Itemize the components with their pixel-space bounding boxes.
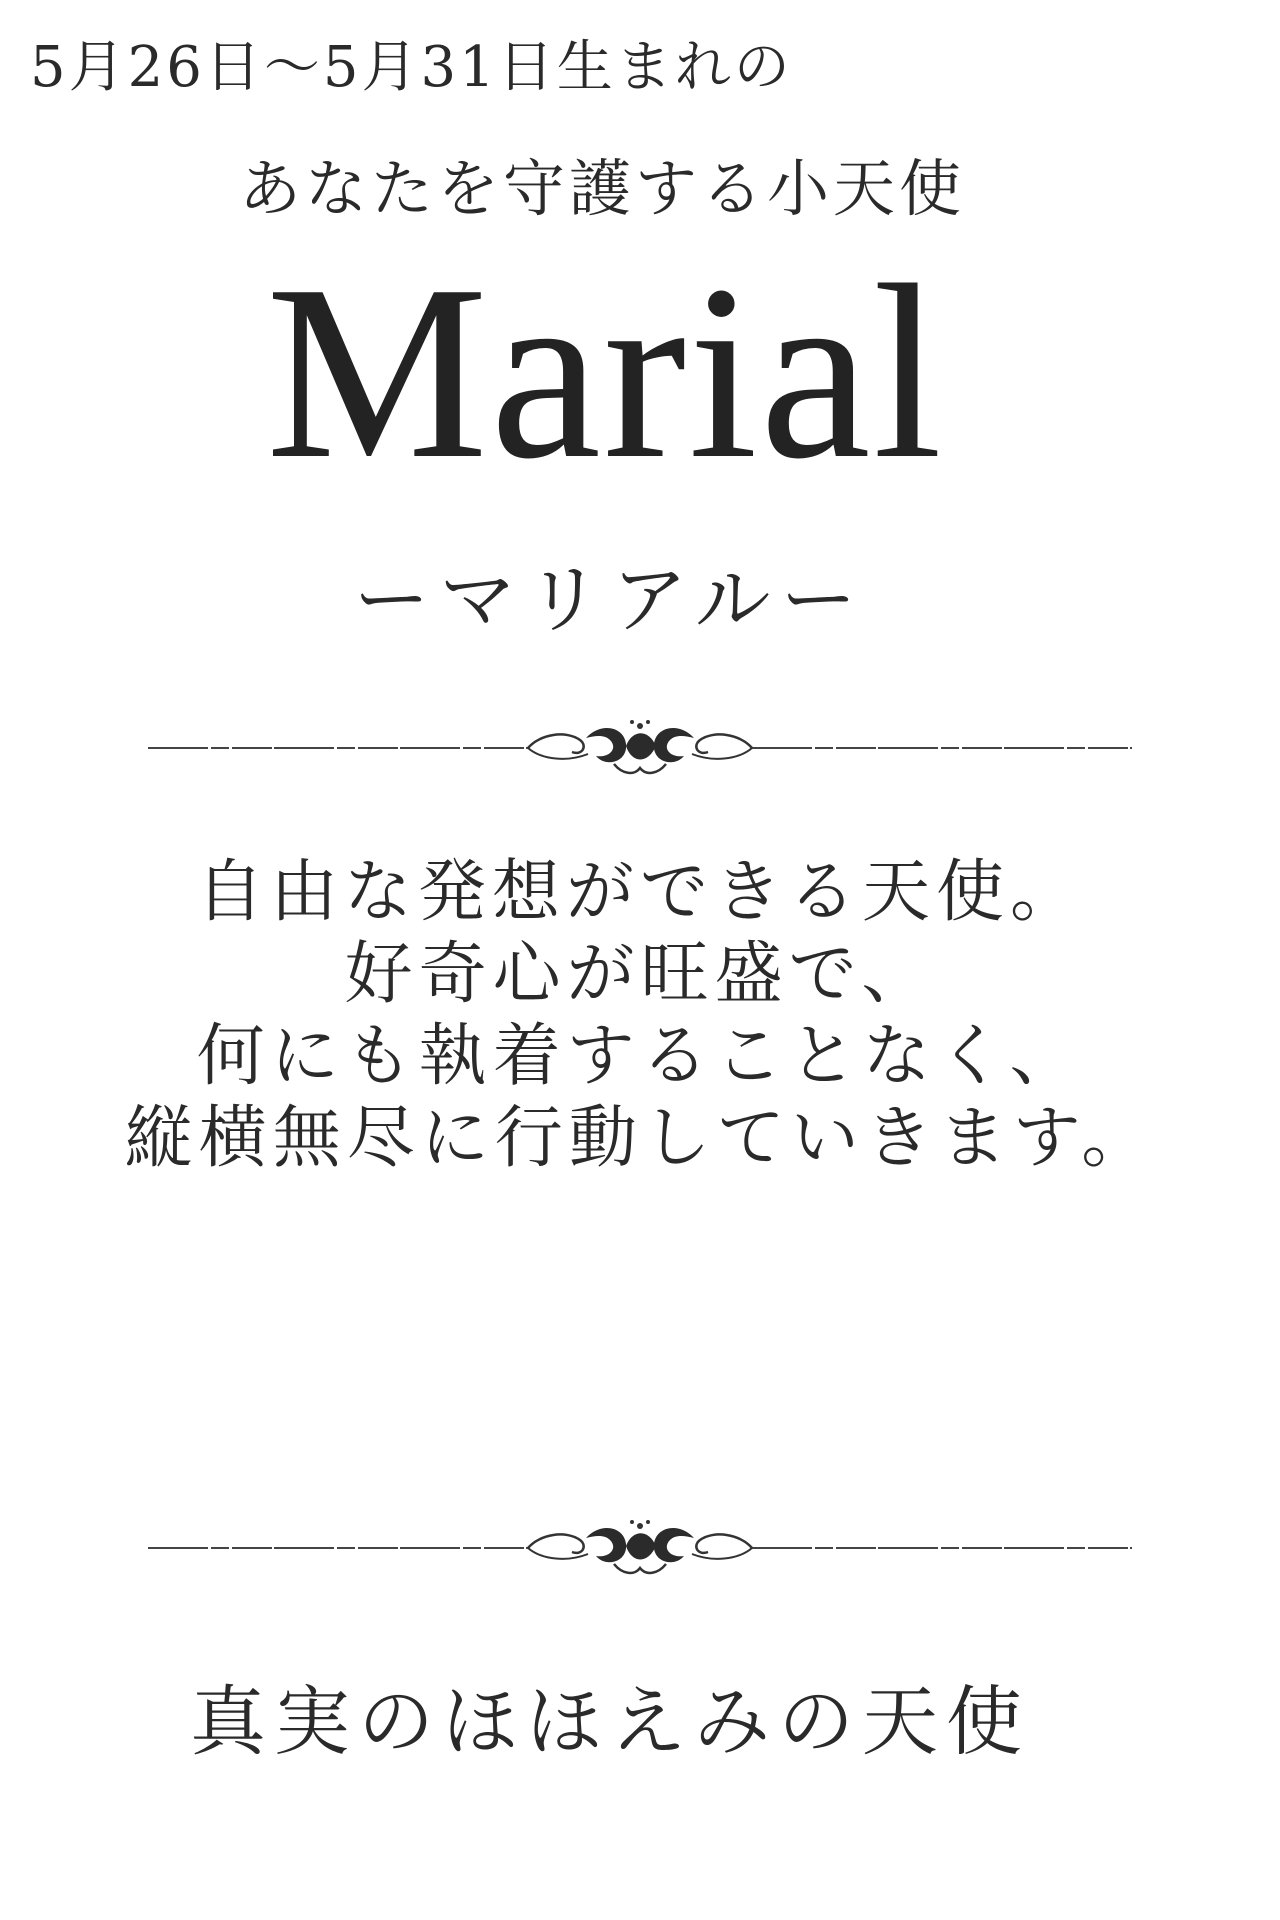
- description-line: 縦横無尽に行動していきます。: [124, 1099, 1156, 1178]
- angel-description: [0, 852, 1280, 1180]
- description-line: 好奇心が旺盛で、: [344, 935, 936, 1014]
- flourish-ornament-icon: [148, 1508, 1132, 1588]
- description-line: 何にも執着することなく、: [196, 1017, 1084, 1096]
- angel-name-katakana: ーマリアルー: [353, 555, 867, 644]
- birth-date-range: 5月26日～5月31日生まれの: [30, 35, 793, 100]
- guardian-subtitle: あなたを守護する小天使: [238, 152, 965, 225]
- angel-epithet: 真実のほほえみの天使: [190, 1677, 1030, 1766]
- angel-name-english: Marial: [265, 234, 945, 511]
- flourish-ornament-icon: [148, 708, 1132, 788]
- description-line: 自由な発想ができる天使。: [195, 853, 1084, 932]
